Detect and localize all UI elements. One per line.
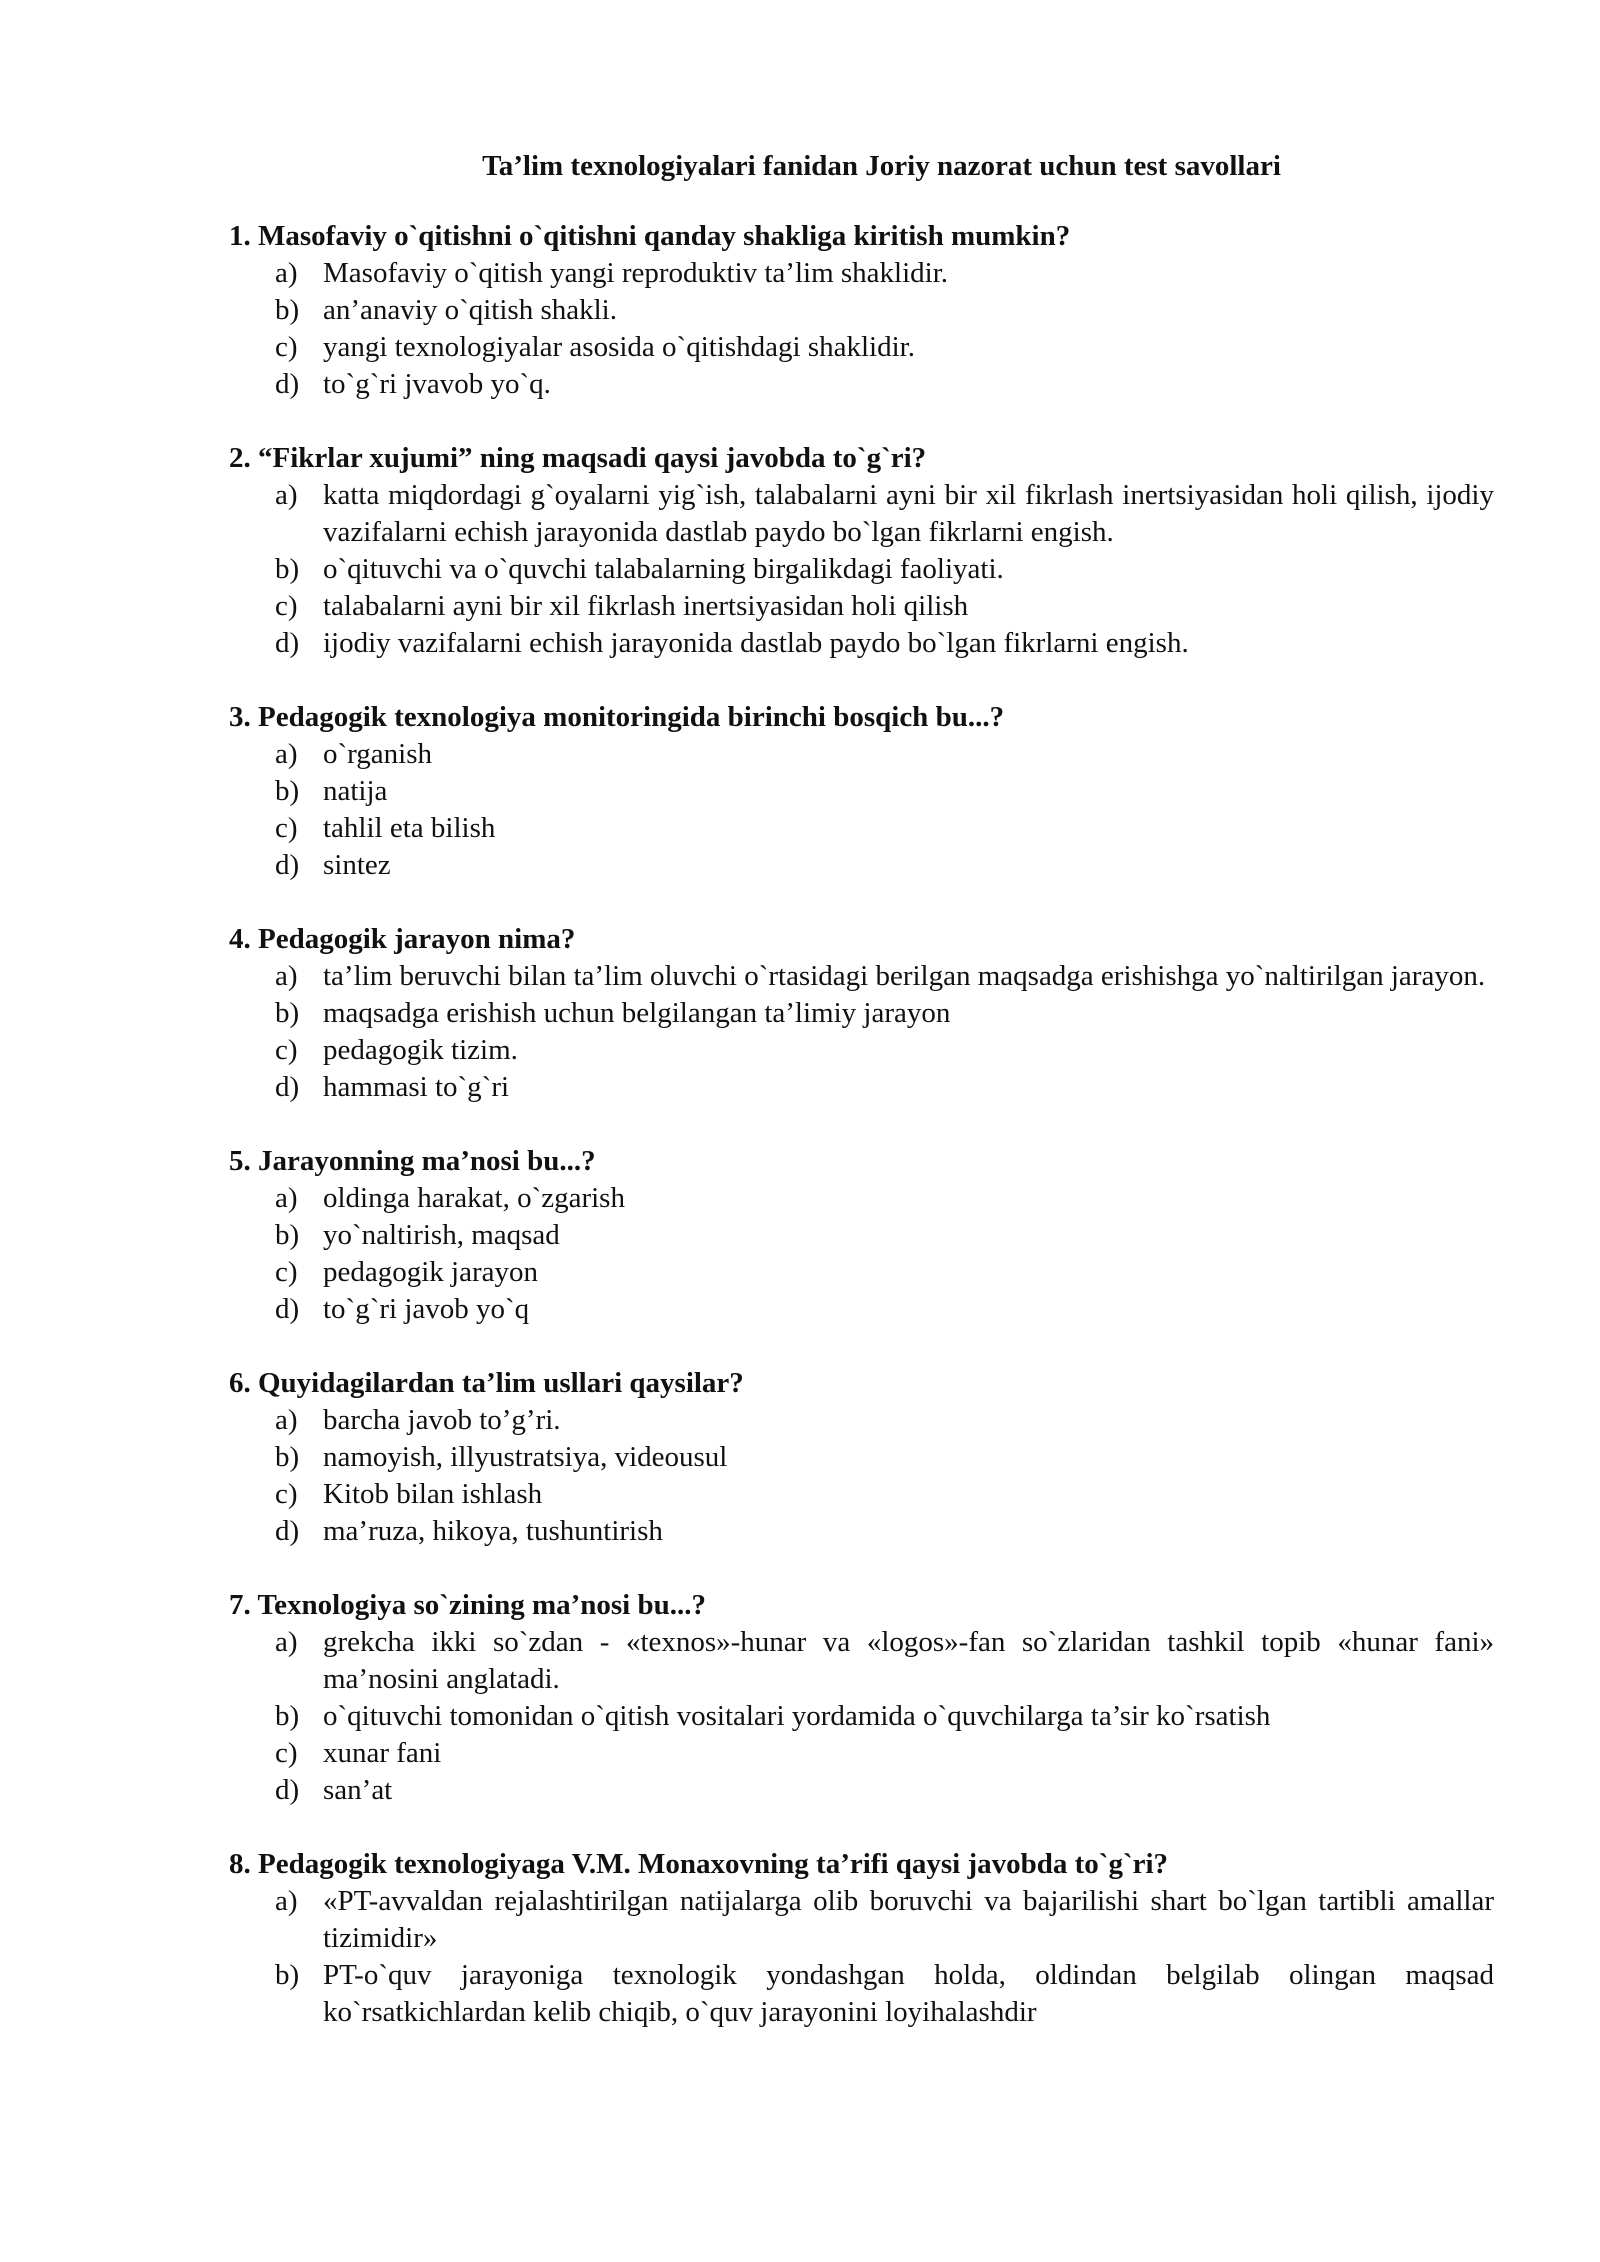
question-5: [229, 1143, 1494, 1328]
option-text: natija: [323, 775, 388, 807]
option-letter: a): [275, 1626, 298, 1658]
question-1: [229, 218, 1494, 403]
option-letter: d): [275, 1293, 300, 1325]
option-letter: a): [275, 257, 298, 289]
answer-option: [275, 477, 1494, 551]
answer-option: [275, 958, 1494, 995]
answer-option: [275, 1957, 1494, 2031]
option-text: ma’ruza, hikoya, tushuntirish: [323, 1515, 663, 1547]
question-4: [229, 921, 1494, 1106]
option-text: maqsadga erishish uchun belgilangan ta’limiy jarayon: [323, 997, 951, 1029]
option-text: katta miqdordagi g`oyalarni yig`ish, talabalarni ayni bir xil fikrlash inertsiyasidan holi qilish, ijodiy vazifalarni echish jarayonida dastlab paydo bo`lgan fikrlarni engish.: [323, 479, 1494, 548]
question-list: [229, 218, 1494, 2031]
option-text: san’at: [323, 1774, 393, 1806]
option-text: talabalarni ayni bir xil fikrlash inertsiyasidan holi qilish: [323, 590, 969, 622]
option-text: an’anaviy o`qitish shakli.: [323, 294, 617, 326]
option-text: grekcha ikki so`zdan - «texnos»-hunar va «logos»-fan so`zlaridan tashkil topib «hunar fani» ma’nosini anglatadi.: [323, 1626, 1494, 1695]
question-3: [229, 699, 1494, 884]
answer-option: [275, 255, 1494, 292]
answer-option: [275, 1402, 1494, 1439]
question-text: 8. Pedagogik texnologiyaga V.M. Monaxovning ta’rifi qaysi javobda to`g`ri?: [229, 1848, 1169, 1880]
answer-option: [275, 292, 1494, 329]
answer-option: [275, 736, 1494, 773]
option-list: [229, 1180, 1494, 1328]
question-text: 2. “Fikrlar xujumi” ning maqsadi qaysi javobda to`g`ri?: [229, 442, 927, 474]
option-letter: d): [275, 368, 300, 400]
option-letter: d): [275, 849, 300, 881]
answer-option: [275, 773, 1494, 810]
option-letter: b): [275, 775, 300, 807]
option-letter: a): [275, 1404, 298, 1436]
answer-option: [275, 1032, 1494, 1069]
option-text: tahlil eta bilish: [323, 812, 496, 844]
option-letter: d): [275, 1515, 300, 1547]
option-letter: d): [275, 627, 300, 659]
option-text: ta’lim beruvchi bilan ta’lim oluvchi o`rtasidagi berilgan maqsadga erishishga yo`naltirilgan jarayon.: [323, 960, 1486, 992]
answer-option: [275, 1069, 1494, 1106]
answer-option: [275, 1254, 1494, 1291]
option-text: pedagogik jarayon: [323, 1256, 539, 1288]
option-list: [229, 477, 1494, 662]
option-text: barcha javob to’g’ri.: [323, 1404, 561, 1436]
option-letter: d): [275, 1774, 300, 1806]
answer-option: [275, 1217, 1494, 1254]
answer-option: [275, 329, 1494, 366]
answer-option: [275, 1624, 1494, 1698]
option-text: yo`naltirish, maqsad: [323, 1219, 560, 1251]
option-letter: a): [275, 960, 298, 992]
option-text: o`qituvchi va o`quvchi talabalarning birgalikdagi faoliyati.: [323, 553, 1004, 585]
option-letter: a): [275, 738, 298, 770]
question-text: 3. Pedagogik texnologiya monitoringida birinchi bosqich bu...?: [229, 701, 1005, 733]
answer-option: [275, 1735, 1494, 1772]
option-text: «PT-avvaldan rejalashtirilgan natijalarga olib boruvchi va bajarilishi shart bo`lgan tartibli amallar tizimidir»: [323, 1885, 1494, 1954]
answer-option: [275, 847, 1494, 884]
answer-option: [275, 551, 1494, 588]
answer-option: [275, 995, 1494, 1032]
option-letter: d): [275, 1071, 300, 1103]
question-2: [229, 440, 1494, 662]
option-text: ijodiy vazifalarni echish jarayonida dastlab paydo bo`lgan fikrlarni engish.: [323, 627, 1189, 659]
option-letter: a): [275, 479, 298, 511]
answer-option: [275, 1476, 1494, 1513]
question-6: [229, 1365, 1494, 1550]
option-letter: b): [275, 1959, 300, 1991]
option-text: xunar fani: [323, 1737, 442, 1769]
option-letter: b): [275, 997, 300, 1029]
option-list: [229, 1624, 1494, 1809]
answer-option: [275, 810, 1494, 847]
question-8: [229, 1846, 1494, 2031]
option-text: yangi texnologiyalar asosida o`qitishdagi shaklidir.: [323, 331, 915, 363]
option-text: to`g`ri javob yo`q: [323, 1293, 530, 1325]
question-7: [229, 1587, 1494, 1809]
option-text: to`g`ri jvavob yo`q.: [323, 368, 551, 400]
option-list: [229, 1402, 1494, 1550]
question-text: 7. Texnologiya so`zining ma’nosi bu...?: [229, 1589, 706, 1621]
option-letter: c): [275, 1034, 298, 1066]
answer-option: [275, 625, 1494, 662]
document-title: Ta’lim texnologiyalari fanidan Joriy nazorat uchun test savollari: [482, 150, 1281, 182]
option-text: oldinga harakat, o`zgarish: [323, 1182, 625, 1214]
answer-option: [275, 588, 1494, 625]
answer-option: [275, 1180, 1494, 1217]
question-text: 1. Masofaviy o`qitishni o`qitishni qanday shakliga kiritish mumkin?: [229, 220, 1071, 252]
option-text: pedagogik tizim.: [323, 1034, 518, 1066]
answer-option: [275, 1291, 1494, 1328]
option-text: PT-o`quv jarayoniga texnologik yondashgan holda, oldindan belgilab olingan maqsad ko`rsatkichlardan kelib chiqib, o`quv jarayonini loyihalashdir: [323, 1959, 1494, 2028]
option-letter: b): [275, 1700, 300, 1732]
answer-option: [275, 1698, 1494, 1735]
option-letter: c): [275, 590, 298, 622]
option-list: [229, 736, 1494, 884]
option-letter: c): [275, 1737, 298, 1769]
answer-option: [275, 1883, 1494, 1957]
option-text: hammasi to`g`ri: [323, 1071, 510, 1103]
option-letter: b): [275, 1441, 300, 1473]
question-text: 5. Jarayonning ma’nosi bu...?: [229, 1145, 596, 1177]
answer-option: [275, 1439, 1494, 1476]
option-letter: c): [275, 812, 298, 844]
answer-option: [275, 1513, 1494, 1550]
option-letter: c): [275, 331, 298, 363]
option-letter: a): [275, 1182, 298, 1214]
option-letter: c): [275, 1478, 298, 1510]
option-letter: a): [275, 1885, 298, 1917]
option-list: [229, 255, 1494, 403]
option-text: Masofaviy o`qitish yangi reproduktiv ta’lim shaklidir.: [323, 257, 949, 289]
answer-option: [275, 1772, 1494, 1809]
option-letter: b): [275, 553, 300, 585]
option-text: o`rganish: [323, 738, 433, 770]
option-letter: c): [275, 1256, 298, 1288]
option-letter: b): [275, 294, 300, 326]
option-text: namoyish, illyustratsiya, videousul: [323, 1441, 728, 1473]
question-text: 6. Quyidagilardan ta’lim usllari qaysilar?: [229, 1367, 744, 1399]
option-letter: b): [275, 1219, 300, 1251]
option-text: Kitob bilan ishlash: [323, 1478, 543, 1510]
question-text: 4. Pedagogik jarayon nima?: [229, 923, 576, 955]
answer-option: [275, 366, 1494, 403]
option-text: o`qituvchi tomonidan o`qitish vositalari yordamida o`quvchilarga ta’sir ko`rsatish: [323, 1700, 1271, 1732]
option-list: [229, 1883, 1494, 2031]
option-text: sintez: [323, 849, 391, 881]
option-list: [229, 958, 1494, 1106]
